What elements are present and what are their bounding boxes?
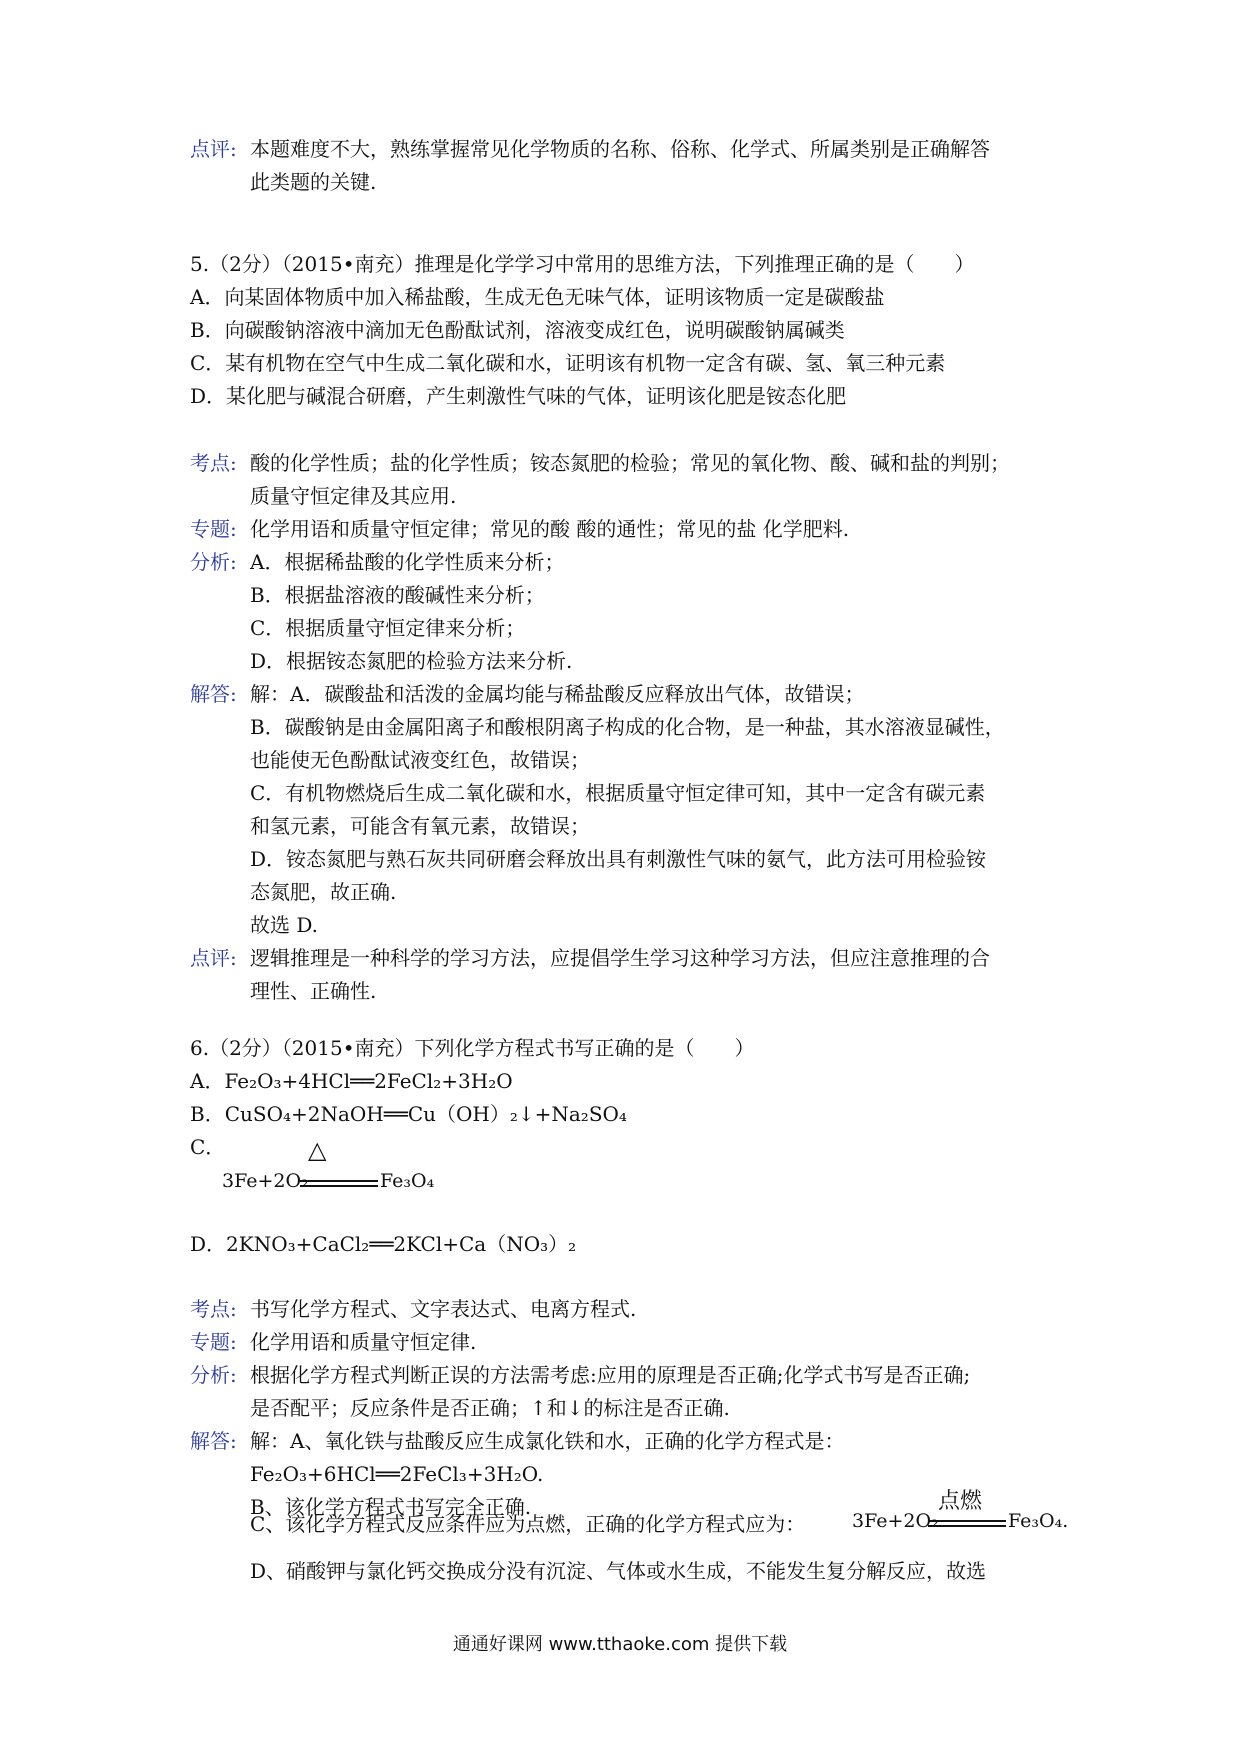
jieda-text: 态氮肥，故正确. [250, 880, 397, 904]
question-5-option-d: D．某化肥与碱混合研磨，产生刺激性气味的气体，证明该化肥是铵态化肥 [190, 384, 847, 408]
jieda-text: C、该化学方程式反应条件应为点燃，正确的化学方程式应为： [250, 1512, 806, 1536]
jieda-equation: Fe₂O₃+6HCl══2FeCl₃+3H₂O. [250, 1462, 544, 1486]
jieda-text: 解：A．碳酸盐和活泼的金属均能与稀盐酸反应释放出气体，故错误； [250, 682, 865, 706]
question-6-option-c-prefix: C． [190, 1135, 226, 1159]
question-5-option-c: C．某有机物在空气中生成二氧化碳和水，证明该有机物一定含有碳、氢、氧三种元素 [190, 351, 946, 375]
zhuanti-text: 化学用语和质量守恒定律；常见的酸 酸的通性；常见的盐 化学肥料. [250, 517, 850, 541]
jieda-text: D．铵态氮肥与熟石灰共同研磨会释放出具有刺激性气味的氨气，此方法可用检验铵 [250, 847, 987, 871]
option-d-prefix: D． [190, 1232, 227, 1256]
question-5-stem: 5.（2分）（2015•南充）推理是化学学习中常用的思维方法，下列推理正确的是（ ） [190, 252, 975, 276]
fenxi-text: D．根据铵态氮肥的检验方法来分析. [250, 649, 573, 673]
ignite-condition: 点燃 [938, 1489, 983, 1514]
fenxi-text: 根据化学方程式判断正误的方法需考虑:应用的原理是否正确;化学式书写是否正确; [250, 1363, 971, 1387]
question-5-option-b: B．向碳酸钠溶液中滴加无色酚酞试剂，溶液变成红色，说明碳酸钠属碱类 [190, 318, 845, 342]
heat-condition-icon: △ [308, 1136, 327, 1164]
fenxi-label: 分析: [190, 550, 237, 574]
comment-label: 点评: [190, 137, 237, 161]
question-5-analysis [190, 447, 1080, 1008]
zhuanti-label: 专题: [190, 1330, 237, 1354]
top-comment [190, 133, 1080, 199]
page-footer: 通通好课网 www.tthaoke.com 提供下载 [452, 1634, 788, 1655]
option-a-equation: Fe₂O₃+4HCl══2FeCl₂+3H₂O [224, 1069, 513, 1093]
kaodian-text: 质量守恒定律及其应用. [250, 484, 457, 508]
question-6-option-d [190, 1228, 576, 1261]
jieda-text: D、硝酸钾与氯化钙交换成分没有沉淀、气体或水生成，不能发生复分解反应，故选 [250, 1559, 987, 1583]
equation-right: Fe₃O₄ [380, 1170, 435, 1192]
jieda-text: B、该化学方程式书写完全正确. [250, 1495, 532, 1519]
jieda-label: 解答: [190, 1429, 237, 1453]
option-a-prefix: A． [190, 1069, 225, 1093]
dianping-text: 理性、正确性. [250, 979, 377, 1003]
equation-left: 3Fe+2O₂ [852, 1510, 939, 1532]
comment-text: 本题难度不大，熟练掌握常见化学物质的名称、俗称、化学式、所属类别是正确解答 [250, 137, 990, 161]
dianping-label: 点评: [190, 946, 237, 970]
kaodian-label: 考点: [190, 451, 237, 475]
fenxi-text: A．根据稀盐酸的化学性质来分析； [250, 550, 565, 574]
jieda-text: B．碳酸钠是由金属阳离子和酸根阴离子构成的化合物，是一种盐，其水溶液显碱性， [250, 715, 1005, 739]
option-b-equation: CuSO₄+2NaOH══Cu（OH）₂↓+Na₂SO₄ [224, 1102, 627, 1126]
fenxi-text: B．根据盐溶液的酸碱性来分析； [250, 583, 545, 607]
jieda-text: C．有机物燃烧后生成二氧化碳和水，根据质量守恒定律可知，其中一定含有碳元素 [250, 781, 986, 805]
question-6-stem: 6.（2分）（2015•南充）下列化学方程式书写正确的是（ ） [190, 1036, 755, 1060]
dianping-text: 逻辑推理是一种科学的学习方法，应提倡学生学习这种学习方法，但应注意推理的合 [250, 946, 990, 970]
double-line-divider [928, 1520, 1006, 1527]
jieda-text: 也能使无色酚酞试液变红色，故错误； [250, 748, 590, 772]
kaodian-text: 酸的化学性质；盐的化学性质；铵态氮肥的检验；常见的氧化物、酸、碱和盐的判别； [250, 451, 1010, 475]
question-5-option-a: A．向某固体物质中加入稀盐酸，生成无色无味气体，证明该物质一定是碳酸盐 [190, 285, 885, 309]
comment-text: 此类题的关键. [250, 170, 377, 194]
zhuanti-text: 化学用语和质量守恒定律. [250, 1330, 477, 1354]
fenxi-text: 是否配平；反应条件是否正确；↑和↓的标注是否正确. [250, 1396, 730, 1420]
double-line-divider [300, 1180, 378, 1187]
option-b-prefix: B． [190, 1102, 225, 1126]
jieda-text: 解：A、氧化铁与盐酸反应生成氯化铁和水，正确的化学方程式是： [250, 1429, 845, 1453]
kaodian-text: 书写化学方程式、文字表达式、电离方程式. [250, 1297, 637, 1321]
option-d-equation: 2KNO₃+CaCl₂══2KCl+Ca（NO₃）₂ [226, 1232, 577, 1256]
fenxi-label: 分析: [190, 1363, 237, 1387]
kaodian-label: 考点: [190, 1297, 237, 1321]
equation-left: 3Fe+2O₂ [222, 1170, 309, 1192]
fenxi-text: C．根据质量守恒定律来分析； [250, 616, 526, 640]
jieda-label: 解答: [190, 682, 237, 706]
question-6-option-a [190, 1065, 513, 1098]
jieda-text: 和氢元素，可能含有氧元素，故错误； [250, 814, 590, 838]
equation-right: Fe₃O₄. [1008, 1510, 1069, 1532]
question-6-option-b [190, 1098, 627, 1131]
zhuanti-label: 专题: [190, 517, 237, 541]
jieda-text: 故选 D. [250, 913, 319, 937]
